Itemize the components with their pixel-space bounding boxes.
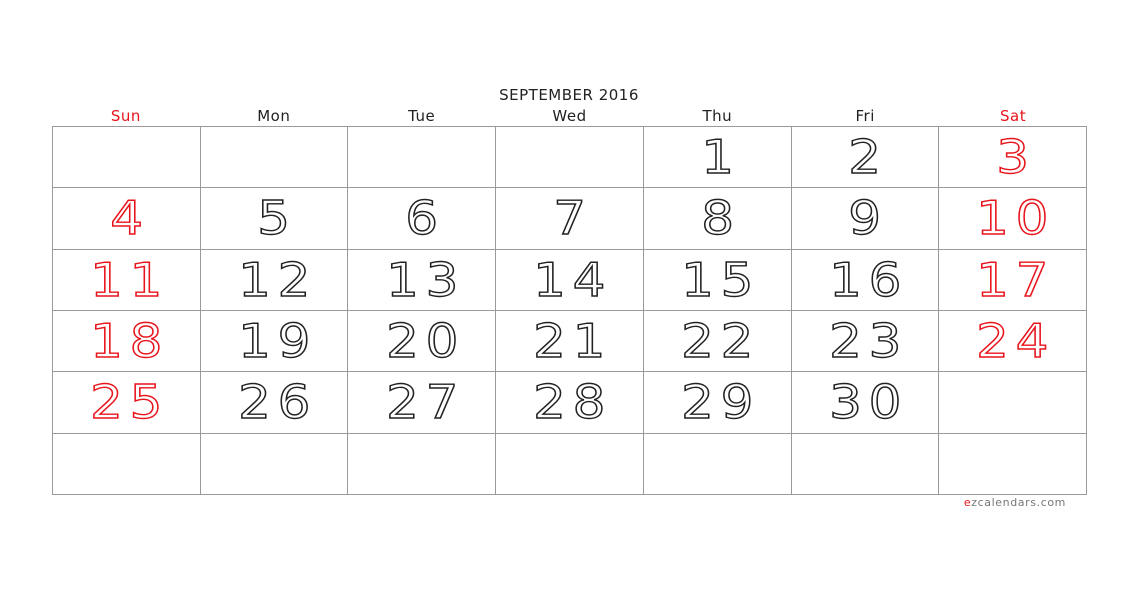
- day-cell: [644, 372, 792, 433]
- day-cell: [348, 127, 496, 188]
- day-cell: [348, 188, 496, 249]
- day-number: 24: [976, 314, 1056, 369]
- day-cell: [53, 311, 201, 372]
- day-cell: [644, 434, 792, 495]
- day-number: 1: [700, 130, 741, 185]
- day-number: 15: [681, 252, 761, 307]
- day-number: 29: [681, 375, 761, 430]
- day-number: 27: [385, 375, 465, 430]
- weekday-header-row: [52, 107, 1087, 125]
- day-number: 13: [385, 252, 465, 307]
- day-number: 21: [533, 314, 613, 369]
- day-cell: [792, 188, 940, 249]
- day-number: 9: [848, 191, 889, 246]
- day-cell: [792, 250, 940, 311]
- day-cell: [496, 188, 644, 249]
- day-number: 8: [700, 191, 741, 246]
- day-number: 6: [405, 191, 445, 246]
- weekday-thu: Thu: [702, 107, 733, 125]
- day-cell: [496, 311, 644, 372]
- day-cell: [939, 188, 1087, 249]
- day-number: 16: [828, 252, 908, 307]
- day-cell: [792, 127, 940, 188]
- day-cell: [348, 434, 496, 495]
- day-cell: [348, 250, 496, 311]
- day-cell: [939, 434, 1087, 495]
- day-cell: [496, 372, 644, 433]
- day-number: 22: [681, 314, 761, 369]
- weekday-fri: Fri: [855, 107, 875, 125]
- day-cell: [53, 250, 201, 311]
- day-number: 12: [237, 252, 317, 307]
- day-cell: [496, 127, 644, 188]
- day-cell: [201, 372, 349, 433]
- day-cell: [53, 434, 201, 495]
- day-cell: [201, 311, 349, 372]
- day-number: 19: [237, 314, 317, 369]
- day-cell: [201, 250, 349, 311]
- day-cell: [792, 372, 940, 433]
- day-number: 7: [553, 191, 593, 246]
- day-number: 2: [848, 130, 889, 185]
- day-cell: [348, 311, 496, 372]
- day-cell: [644, 188, 792, 249]
- day-number: 5: [257, 191, 298, 246]
- weekday-sat: Sat: [1000, 107, 1027, 125]
- day-cell: [53, 127, 201, 188]
- brand-prefix: e: [963, 496, 972, 509]
- day-cell: [792, 311, 940, 372]
- weekday-mon: Mon: [257, 107, 291, 125]
- day-cell: [496, 250, 644, 311]
- day-number: 18: [90, 314, 170, 369]
- calendar-grid: [52, 126, 1087, 495]
- calendar-title: SEPTEMBER 2016: [499, 86, 639, 104]
- day-cell: [53, 188, 201, 249]
- day-cell: [201, 127, 349, 188]
- day-number: 11: [90, 252, 170, 307]
- day-number: 28: [533, 375, 613, 430]
- day-cell: [644, 311, 792, 372]
- day-number: 20: [385, 314, 465, 369]
- day-cell: [939, 372, 1087, 433]
- day-number: 3: [996, 130, 1036, 185]
- day-number: 10: [976, 191, 1056, 246]
- day-cell: [496, 434, 644, 495]
- day-cell: [201, 434, 349, 495]
- brand-name: zcalendars.com: [971, 496, 1066, 509]
- weekday-tue: Tue: [408, 107, 436, 125]
- weekday-wed: Wed: [552, 107, 587, 125]
- day-cell: [348, 372, 496, 433]
- day-cell: [939, 311, 1087, 372]
- day-number: 23: [828, 314, 908, 369]
- day-number: 25: [90, 375, 170, 430]
- day-number: 26: [237, 375, 317, 430]
- weekday-sun: Sun: [110, 107, 141, 125]
- day-number: 17: [976, 252, 1056, 307]
- day-number: 14: [533, 252, 613, 307]
- day-cell: [644, 250, 792, 311]
- day-cell: [939, 127, 1087, 188]
- brand-logo: [964, 496, 1066, 509]
- day-cell: [53, 372, 201, 433]
- day-number: 4: [109, 191, 150, 246]
- day-cell: [792, 434, 940, 495]
- day-cell: [201, 188, 349, 249]
- day-number: 30: [828, 375, 908, 430]
- day-cell: [939, 250, 1087, 311]
- day-cell: [644, 127, 792, 188]
